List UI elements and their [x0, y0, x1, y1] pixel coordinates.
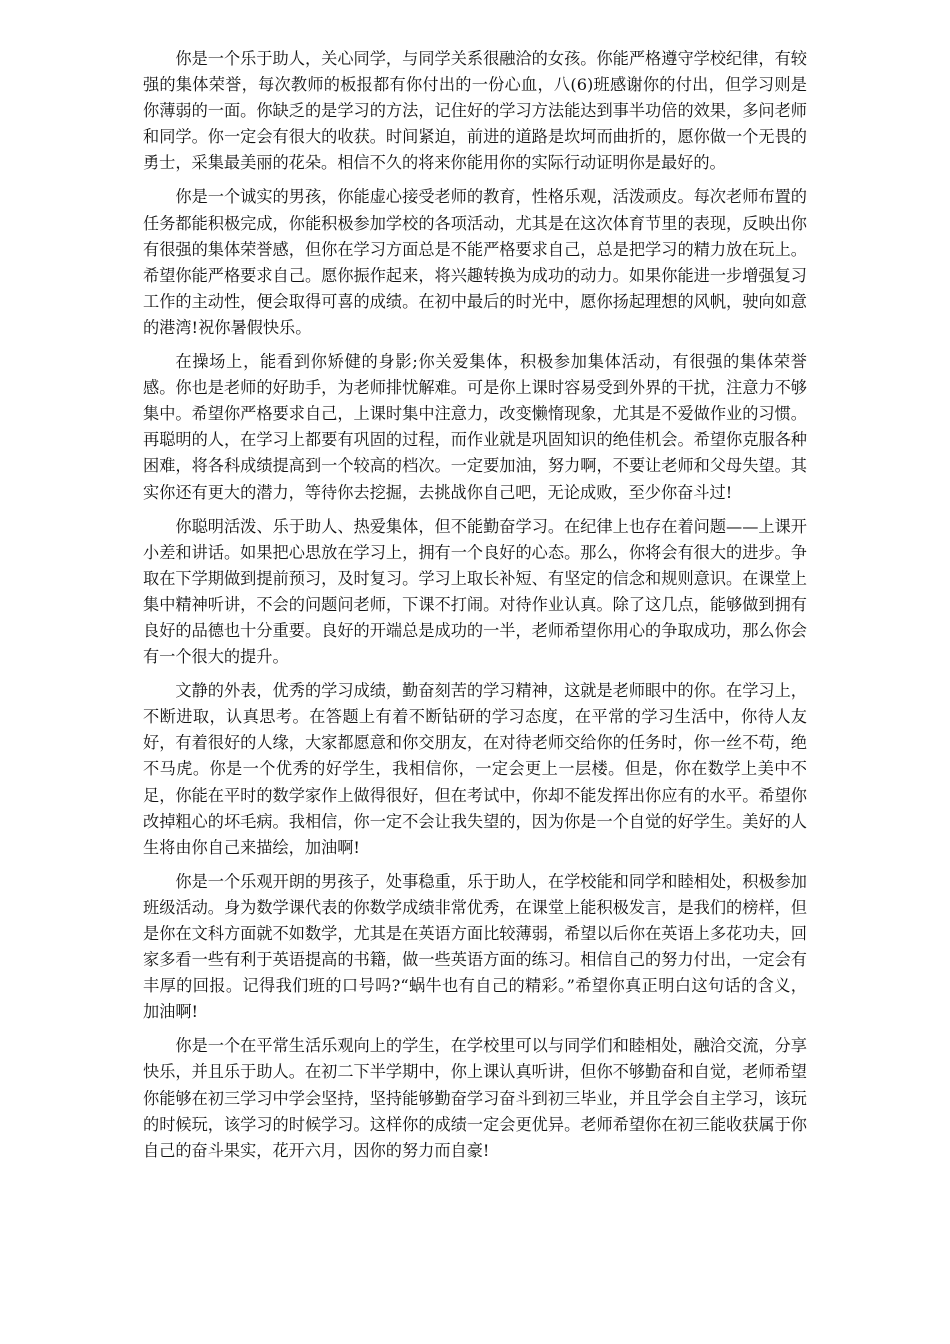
comment-paragraph-4: 你聪明活泼、乐于助人、热爱集体，但不能勤奋学习。在纪律上也存在着问题——上课开小差和讲话。如果把心思放在学习上，拥有一个良好的心态。那么，你将会有很大的进步。争取在下学期做到提前预习，及时复习。学习上取长补短、有坚定的信念和规则意识。在课堂上集中精神听讲，不会的问题问老师，下课不打闹。对待作业认真。除了这几点，能够做到拥有良好的品德也十分重要。良好的开端总是成功的一半，老师希望你用心的争取成功，那么你会有一个很大的提升。: [143, 516, 807, 667]
comment-paragraph-1: 你是一个乐于助人，关心同学，与同学关系很融洽的女孩。你能严格遵守学校纪律，有较强的集体荣誉，每次教师的板报都有你付出的一份心血，八(6)班感谢你的付出，但学习则是你薄弱的一面。你缺乏的是学习的方法，记住好的学习方法能达到事半功倍的效果，多问老师和同学。你一定会有很大的收获。时间紧迫，前进的道路是坎坷而曲折的，愿你做一个无畏的勇士，采集最美丽的花朵。相信不久的将来你能用你的实际行动证明你是最好的。: [143, 49, 807, 173]
document-page: [143, 46, 807, 1172]
comment-paragraph-2: 你是一个诚实的男孩，你能虚心接受老师的教育，性格乐观，活泼顽皮。每次老师布置的任务都能积极完成，你能积极参加学校的各项活动，尤其是在这次体育节里的表现，反映出你有很强的集体荣誉感，但你在学习方面总是不能严格要求自己，总是把学习的精力放在玩上。希望你能严格要求自己。愿你振作起来，将兴趣转换为成功的动力。如果你能进一步增强复习工作的主动性，便会取得可喜的成绩。在初中最后的时光中，愿你扬起理想的风帆，驶向如意的港湾!祝你暑假快乐。: [143, 187, 807, 337]
comment-paragraph-7: 你是一个在平常生活乐观向上的学生，在学校里可以与同学们和睦相处，融洽交流，分享快乐，并且乐于助人。在初二下半学期中，你上课认真听讲，但你不够勤奋和自觉，老师希望你能够在初三学习中学会坚持，坚持能够勤奋学习奋斗到初三毕业，并且学会自主学习，该玩的时候玩，该学习的时候学习。这样你的成绩一定会更优异。老师希望你在初三能收获属于你自己的奋斗果实，花开六月，因你的努力而自豪!: [143, 1036, 807, 1160]
comment-paragraph-3: 在操场上，能看到你矫健的身影;你关爱集体，积极参加集体活动，有很强的集体荣誉感。你也是老师的好助手，为老师排忧解难。可是你上课时容易受到外界的干扰，注意力不够集中。希望你严格要求自己，上课时集中注意力，改变懒惰现象，尤其是不爱做作业的习惯。再聪明的人，在学习上都要有巩固的过程，而作业就是巩固知识的绝佳机会。希望你克服各种困难，将各科成绩提高到一个较高的档次。一定要加油，努力啊，不要让老师和父母失望。其实你还有更大的潜力，等待你去挖掘，去挑战你自己吧，无论成败，至少你奋斗过!: [143, 352, 807, 502]
comment-paragraph-6: 你是一个乐观开朗的男孩子，处事稳重，乐于助人，在学校能和同学和睦相处，积极参加班级活动。身为数学课代表的你数学成绩非常优秀，在课堂上能积极发言，是我们的榜样，但是你在文科方面就不如数学，尤其是在英语方面比较薄弱，希望以后你在英语上多花功夫，回家多看一些有利于英语提高的书籍，做一些英语方面的练习。相信自己的努力付出，一定会有丰厚的回报。记得我们班的口号吗?“蜗牛也有自己的精彩。”希望你真正明白这句话的含义，加油啊!: [143, 871, 807, 1022]
comment-paragraph-5: 文静的外表，优秀的学习成绩，勤奋刻苦的学习精神，这就是老师眼中的你。在学习上，不断进取，认真思考。在答题上有着不断钻研的学习态度，在平常的学习生活中，你待人友好，有着很好的人缘，大家都愿意和你交朋友，在对待老师交给你的任务时，你一丝不苟，绝不马虎。你是一个优秀的好学生，我相信你，一定会更上一层楼。但是，你在数学上美中不足，你能在平时的数学家作上做得很好，但在考试中，你却不能发挥出你应有的水平。希望你改掉粗心的坏毛病。我相信，你一定不会让我失望的，因为你是一个自觉的好学生。美好的人生将由你自己来描绘，加油啊!: [143, 681, 807, 857]
